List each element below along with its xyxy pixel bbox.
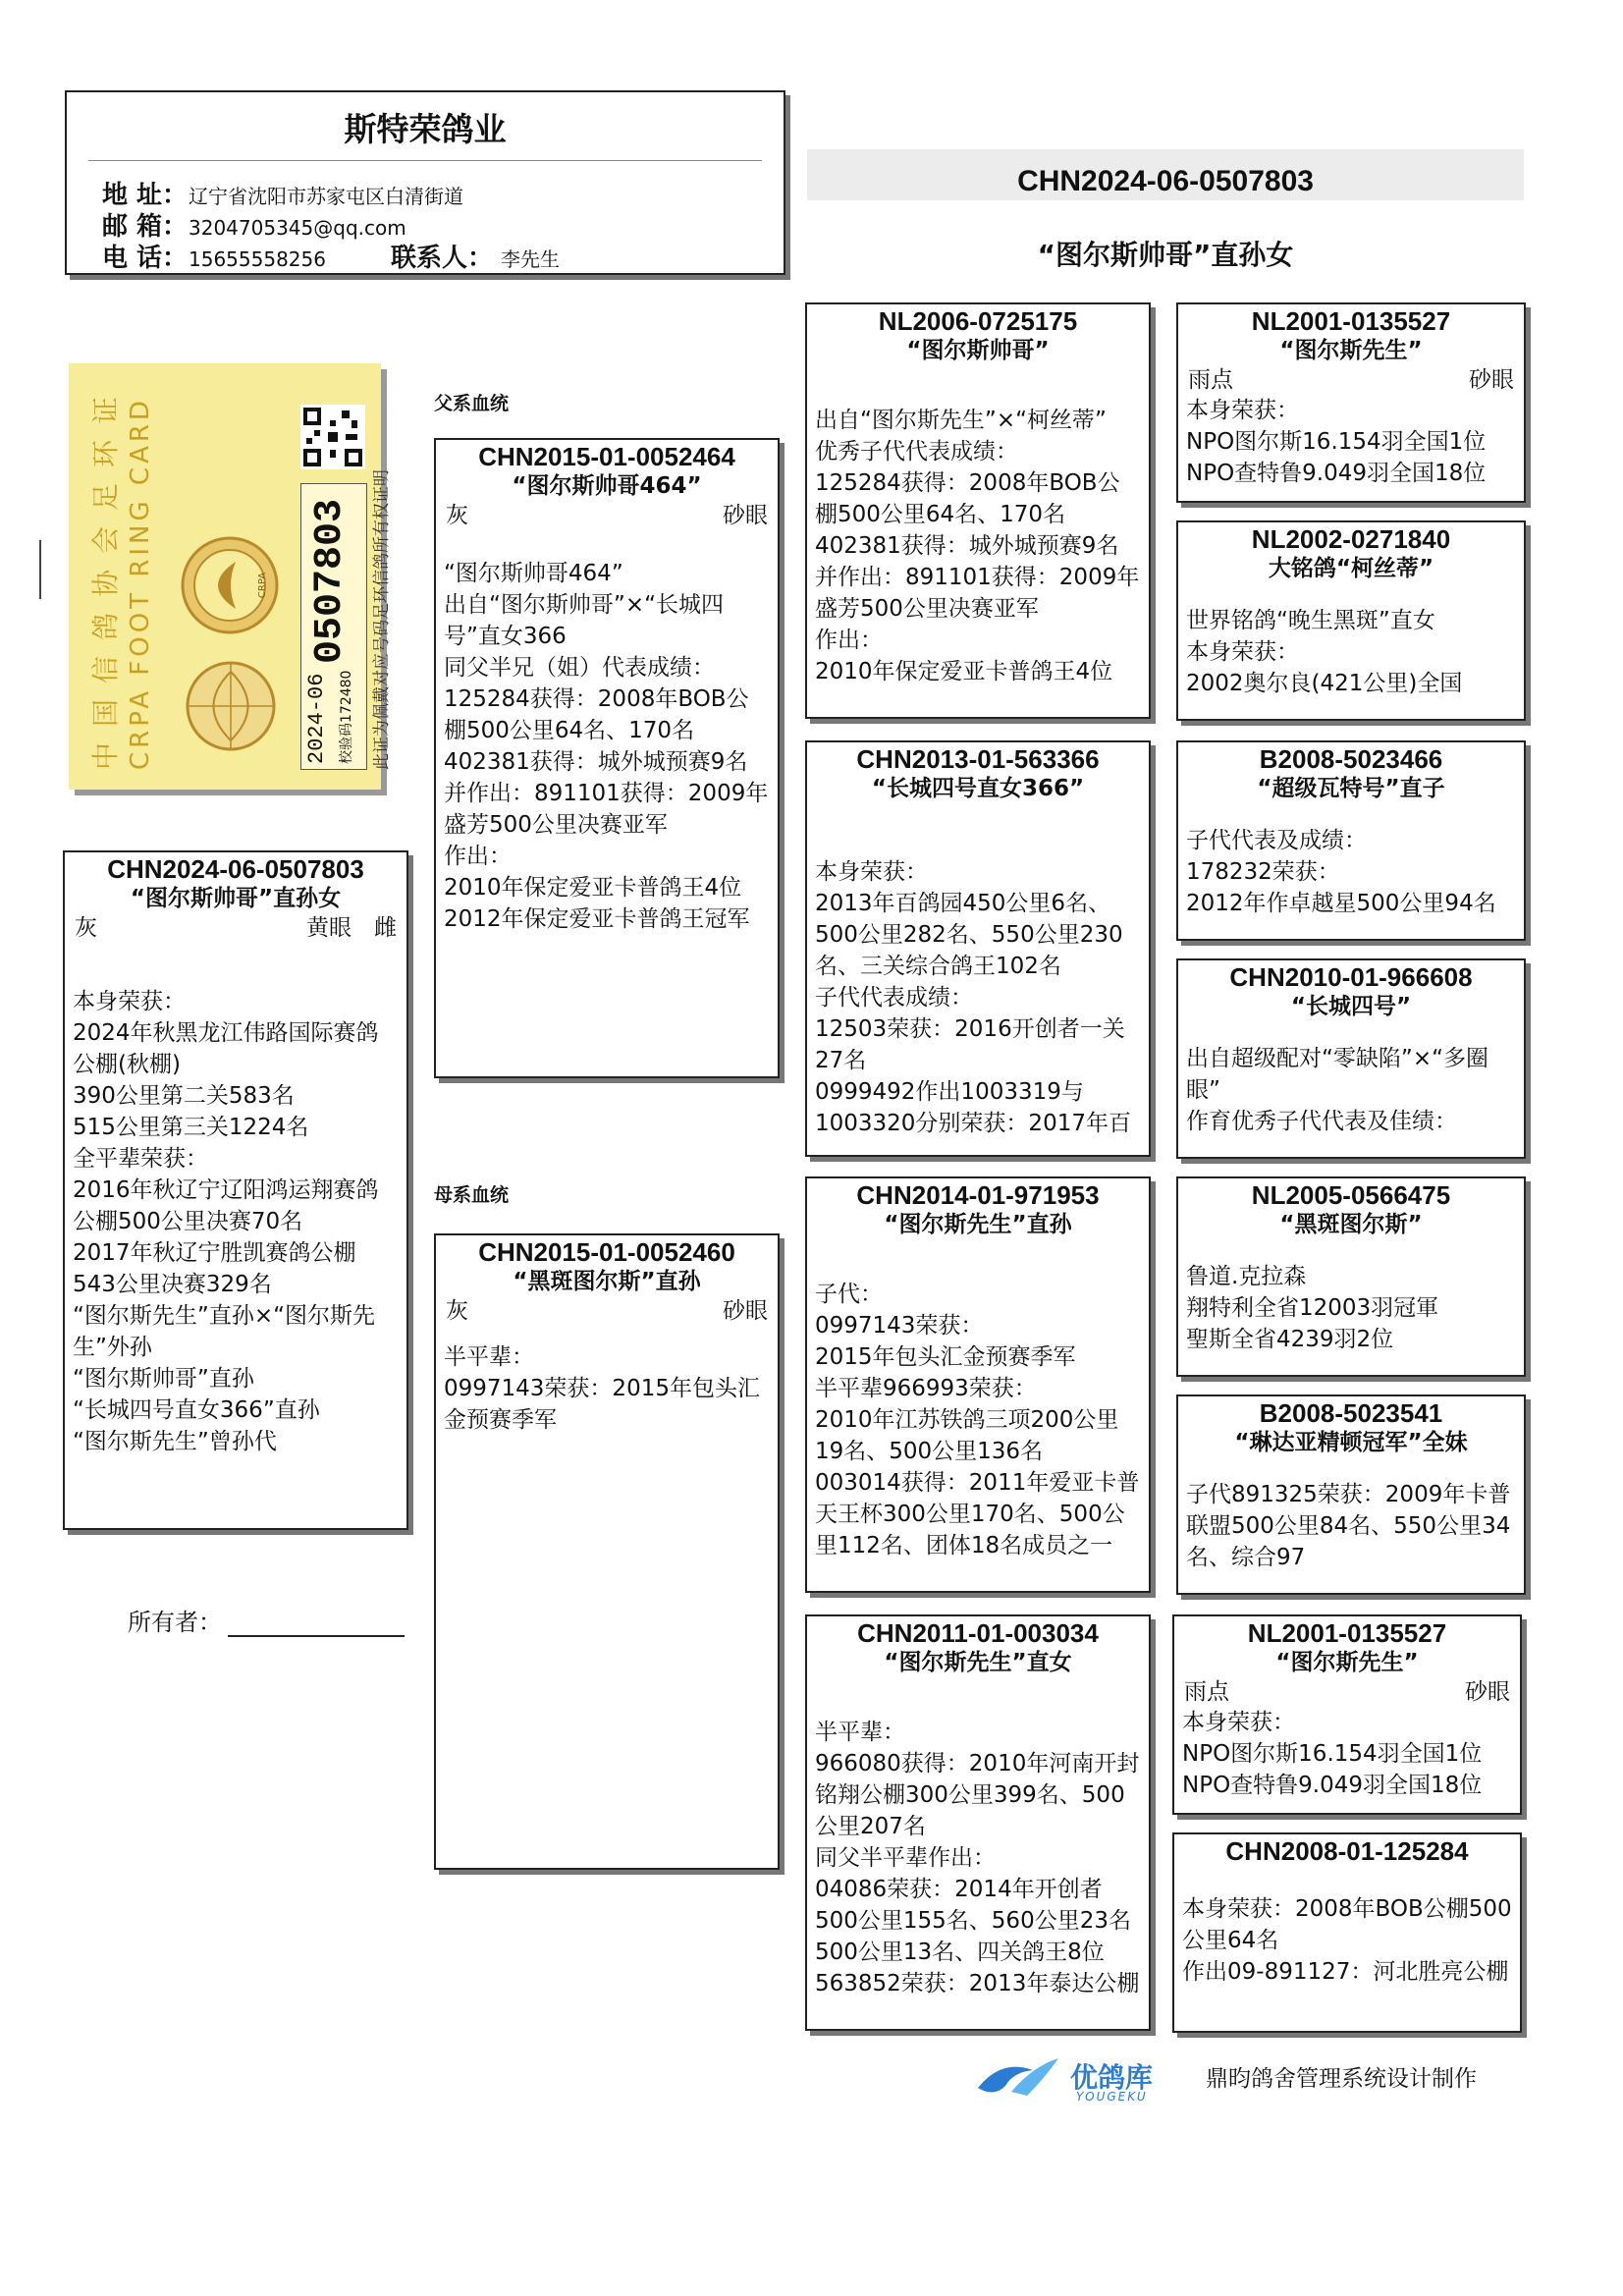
bird-name: “图尔斯先生” [1279,338,1423,363]
dss-card [1176,1176,1526,1377]
contact-label: 联系人： [391,244,494,273]
ring-number: CHN2014-01-971953 [856,1180,1100,1210]
ring-number: NL2001-0135527 [1251,306,1451,336]
email-label: 邮 箱： [102,212,189,242]
phone-line [102,238,326,274]
ring-number: CHN2010-01-966608 [1229,962,1473,992]
bird-record: 半平辈： 0997143荣获：2015年包头汇金预赛季军 [444,1344,760,1433]
ring-number: CHN2015-01-0052460 [478,1237,735,1267]
credit-text: 鼎昀鸽舍管理系统设计制作 [1206,2066,1477,2092]
bird-name: “图尔斯帅哥” [906,338,1050,363]
sss-card [1176,302,1526,503]
footer-credit [972,2049,1522,2107]
email-value: 3204705345@qq.com [189,216,406,240]
sds-card [1176,740,1526,941]
brand-name: 优鸽库 [1070,2061,1154,2094]
dam-sire-card [805,1176,1151,1593]
ring-number: B2008-5023541 [1259,1398,1443,1428]
contact-value: 李先生 [501,247,560,271]
bird-eye: 砂眼 [723,1298,768,1324]
dsd-card [1176,1394,1526,1595]
bird-name: “图尔斯先生”直女 [884,1650,1072,1675]
sire-card [434,438,780,1078]
bird-eye: 砂眼 [1469,367,1514,393]
bird-record: 半平辈： 966080获得：2010年河南开封铭翔公棚300公里399名、500公里207名 同父半平辈作出： 04086荣获：2014年开创者500公里155名、560公里23名 500公里13名、四关鸽王8位 563852荣获：2013年泰达公棚 [815,1720,1140,1996]
bird-record: 世界铭鸽“晚生黑斑”直女 本身荣获： 2002奥尔良(421公里)全国 [1186,608,1463,696]
bird-record: 出自“图尔斯先生”×“柯丝蒂” 优秀子代代表成绩： 125284获得：2008年BOB公棚500公里64名、170名 402381获得：城外城预赛9名 并作出：891101获得：2009年盛芳500公里决赛亚军 作出： 2010年保定爱亚卡普鸽王4位 [815,408,1140,684]
ring-number: CHN2008-01-125284 [1225,1836,1469,1866]
foot-ring-card [69,363,392,790]
bird-name: “图尔斯帅哥464” [512,473,702,499]
dam-section-label: 母系血统 [434,1184,510,1206]
bird-record: 本身荣获： NPO图尔斯16.154羽全国1位 NPO查特鲁9.049羽全国18位 [1182,1710,1483,1798]
ring-number: B2008-5023466 [1259,744,1443,774]
bird-record: 本身荣获：2008年BOB公棚500公里64名 作出09-891127：河北胜亮公棚 [1182,1896,1512,1985]
bird-name: “图尔斯先生” [1275,1650,1419,1675]
dds-card [1172,1614,1522,1815]
bird-traits [65,913,406,943]
heading-ring: CHN2024-06-0507803 [1017,165,1314,197]
owner-blank-line[interactable] [228,1613,405,1637]
bird-color: 灰 [75,915,97,941]
bird-record: 子代： 0997143荣获： 2015年包头汇金预赛季军 半平辈966993荣获： 2010年江苏铁鸽三项200公里19名、500公里136名 003014获得：2011年爱亚卡普天王杯300公里170名、500公里112名、团体18名成员之一 [815,1282,1140,1558]
address-label: 地 址： [102,181,189,210]
bird-name: “超级瓦特号”直子 [1257,776,1445,801]
crpa-logo-icon [171,526,289,644]
bird-record: 子代891325荣获：2009年卡普联盟500公里84名、550公里34名、综合97 [1186,1482,1511,1570]
ring-number: NL2002-0271840 [1251,524,1451,554]
contact-line [391,238,560,274]
bird-record: 本身荣获： 2013年百鸽园450公里6名、500公里282名、550公里230名、三关综合鸽王102名 子代代表成绩： 12503荣获：2016开创者一关27名 0999492作出1003319与1003320分别荣获：2017年百 [815,859,1131,1136]
brand-name-en: YOUGEKU [1076,2090,1148,2104]
bird-traits [436,501,778,530]
bird-record: “图尔斯帅哥464” 出自“图尔斯帅哥”×“长城四号”直女366 同父半兄（姐）代表成绩： 125284获得：2008年BOB公棚500公里64名、170名 402381获得：城外城预赛9名 并作出：891101获得：2009年盛芳500公里决赛亚军 作出： 2010年保定爱亚卡普鸽王4位 2012年保定爱亚卡普鸽王冠军 [444,561,769,932]
globe-logo-icon [177,652,285,760]
ring-number: CHN2013-01-563366 [856,744,1100,774]
ring-number: CHN2015-01-0052464 [478,442,735,471]
bird-name: “琳达亚精顿冠军”全妹 [1234,1430,1468,1455]
loft-title: 斯特荣鸽业 [344,110,507,148]
subject-bird-card [63,850,408,1530]
ring-number: CHN2024-06-0507803 [107,854,364,884]
dam-card [434,1233,780,1870]
ring-year-code: 2024-06 [304,673,329,764]
heading-name: “图尔斯帅哥”直孙女 [1037,239,1294,271]
verify-code: 校验码172480 [339,670,354,764]
ring-card-cn-title: 中国信鸽协会足环证 [89,380,122,770]
bird-record: 本身荣获： NPO图尔斯16.154羽全国1位 NPO查特鲁9.049羽全国18位 [1186,398,1487,486]
address-value: 辽宁省沈阳市苏家屯区白清街道 [189,185,463,208]
bird-name: “图尔斯帅哥”直孙女 [130,886,342,911]
header-divider [88,160,762,161]
sdd-card [1176,958,1526,1159]
bird-traits [1178,365,1524,395]
bird-eye: 黄眼 雌 [306,915,397,941]
bird-name: “黑斑图尔斯” [1279,1212,1423,1237]
ring-number: CHN2011-01-003034 [857,1618,1099,1648]
sire-dam-card [805,740,1151,1157]
bird-color: 灰 [446,1298,468,1324]
ring-number: 0507803 [308,498,352,664]
bird-record: 鲁道.克拉森 翔特利全省12003羽冠軍 聖斯全省4239羽2位 [1186,1264,1439,1352]
binding-mark [39,540,46,599]
ring-number: NL2001-0135527 [1247,1618,1447,1648]
bird-name: “长城四号” [1290,994,1412,1019]
ownership-note: 此证为佩戴对应号码足环信鸽所有权证明 [372,469,392,770]
bird-traits [1174,1677,1520,1707]
bird-color: 雨点 [1188,367,1233,393]
ring-card-en-title: CRPA FOOT RING CARD [126,397,155,770]
bird-eye: 砂眼 [723,503,768,528]
sire-sire-card [805,302,1151,719]
crpa-logo-text: CRPA [257,572,268,599]
ssd-card [1176,520,1526,721]
bird-traits [436,1296,778,1326]
bird-name: “图尔斯先生”直孙 [884,1212,1072,1237]
ring-number: NL2005-0566475 [1251,1180,1451,1210]
bird-record: 子代代表及成绩： 178232荣获： 2012年作卓越星500公里94名 [1186,828,1496,916]
bird-name: 大铭鸽“柯丝蒂” [1268,556,1434,581]
ring-number: NL2006-0725175 [878,306,1078,336]
bird-color: 灰 [446,503,468,528]
bird-wave-logo-icon [972,2049,1062,2107]
bird-record: 出自超级配对“零缺陷”×“多圈眼” 作育优秀子代代表及佳绩： [1186,1046,1489,1134]
owner-field [128,1603,405,1637]
bird-eye: 砂眼 [1465,1679,1510,1705]
bird-color: 雨点 [1184,1679,1229,1705]
sire-section-label: 父系血统 [434,393,510,414]
phone-label: 电 话： [102,244,189,273]
ddd-card [1172,1832,1522,2033]
owner-label: 所有者： [128,1609,222,1636]
dam-dam-card [805,1614,1151,2031]
bird-name: “黑斑图尔斯”直孙 [513,1269,701,1294]
bird-name: “长城四号直女366” [871,776,1085,801]
loft-header [65,90,785,275]
bird-record: 本身荣获： 2024年秋黑龙江伟路国际赛鸽公棚(秋棚) 390公里第二关583名 515公里第三关1224名 全平辈荣获： 2016年秋辽宁辽阳鸿运翔赛鸽公棚500公里决赛70名 2017年秋辽宁胜凯赛鸽公棚543公里决赛329名 “图尔斯先生”直孙×“图尔斯先生”外孙 “图尔斯帅哥”直孙 “长城四号直女366”直孙 “图尔斯先生”曾孙代 [73,989,379,1454]
qr-code-icon [300,405,365,469]
phone-value: 15655558256 [189,247,326,271]
